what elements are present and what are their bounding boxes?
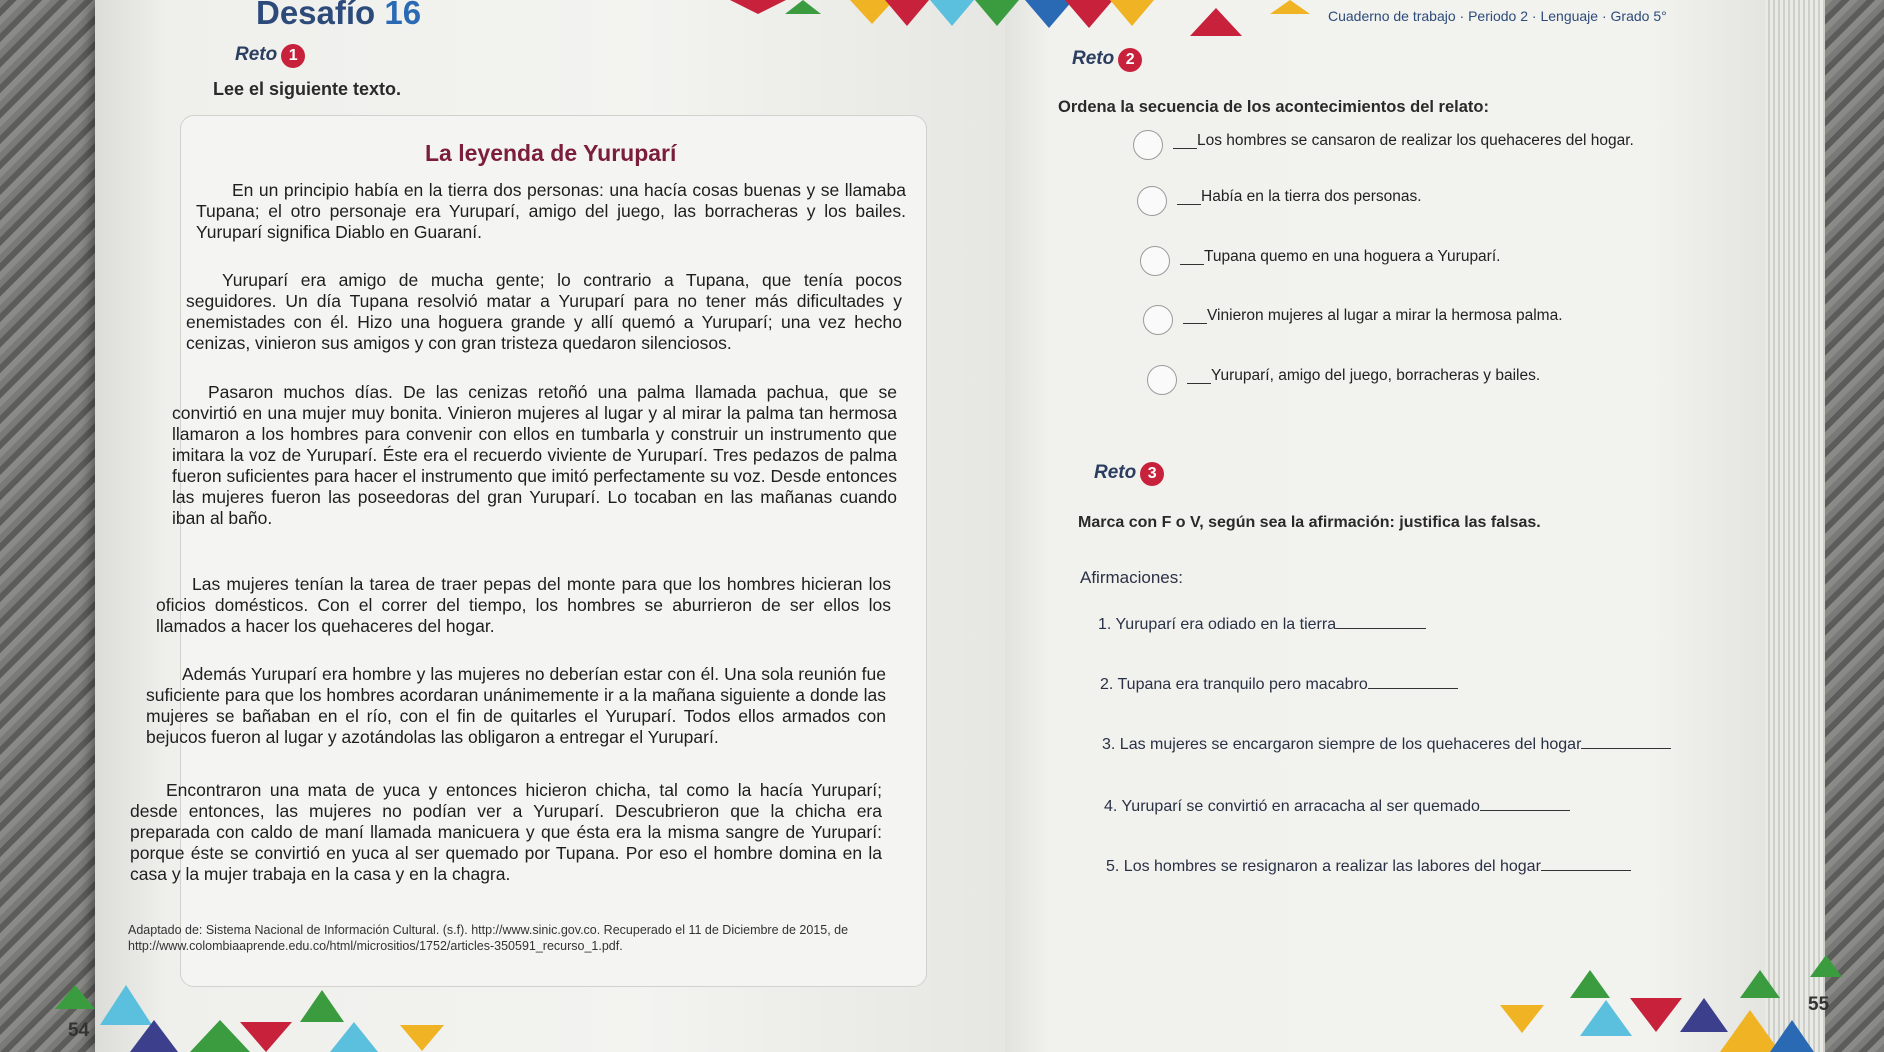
reto-3-instruction: Marca con F o V, según sea la afirmación: justifica las falsas. — [1078, 514, 1541, 531]
sequence-text: Vinieron mujeres al lugar a mirar la hermosa palma. — [1207, 307, 1563, 324]
reto-3-label: Reto — [1094, 462, 1137, 483]
decor-triangle — [1500, 1005, 1544, 1033]
sequence-text: Había en la tierra dos personas. — [1201, 188, 1422, 205]
afirmacion-text: 2. Tupana era tranquilo pero macabro — [1100, 676, 1368, 693]
decor-triangle — [240, 1022, 292, 1052]
answer-blank[interactable] — [1368, 688, 1458, 689]
reto-1-instruction: Lee el siguiente texto. — [213, 79, 402, 99]
title-number: 16 — [384, 0, 422, 31]
page-number-left: 54 — [68, 1020, 90, 1041]
decor-triangle — [730, 0, 786, 14]
sequence-text: Yuruparí, amigo del juego, borracheras y bailes. — [1211, 367, 1541, 384]
order-circle[interactable] — [1137, 186, 1167, 216]
decor-triangle — [1810, 955, 1842, 977]
decor-triangle — [1270, 0, 1310, 14]
story-paragraph: Además Yuruparí era hombre y las mujeres no deberían estar con él. Una sola reunión fue suficiente para que los hombres acordaran unánimemente ir a la mañana siguiente a donde las mujeres se bañaban en el río, con el fin de quitarles el Yuruparí. Todos ellos armados con bejucos fueron al lugar y azotándolas las obligaron a entregar el Yuruparí. — [146, 664, 886, 747]
afirmacion-text: 1. Yuruparí era odiado en la tierra — [1098, 616, 1337, 633]
order-blank[interactable] — [1187, 383, 1211, 384]
reto-1-number-badge: 1 — [281, 44, 305, 68]
decor-triangle — [330, 1022, 378, 1052]
story-paragraph: Pasaron muchos días. De las cenizas retoñó una palma llamada pachua, que se convirtió en una mujer muy bonita. Vinieron mujeres al lugar y al mirar la palma tan hermosa llamaron a los hombres para convenir con ellos en tumbarla y construir un instrumento que imitara la voz de Yuruparí. Éste era el recuerdo viviente de Yuruparí. Tres pedazos de palma fueron suficientes para hacer el instrumento que imitó perfectamente su voz. Desde entonces las mujeres fueron las poseedoras del gran Yuruparí. Lo tocaban en las mañanas cuando iban al baño. — [172, 382, 897, 528]
answer-blank[interactable] — [1541, 870, 1631, 871]
decor-triangle — [55, 985, 95, 1009]
order-blank[interactable] — [1183, 323, 1207, 324]
reto-2-heading — [1072, 48, 1142, 72]
decor-triangle — [130, 1020, 178, 1052]
reto-3-number-badge: 3 — [1140, 462, 1164, 486]
decor-triangle — [400, 1025, 444, 1051]
order-circle[interactable] — [1133, 130, 1163, 160]
decor-triangle — [100, 985, 152, 1025]
decor-triangle — [1110, 0, 1154, 26]
decor-triangle — [300, 990, 344, 1022]
story-paragraph: En un principio había en la tierra dos personas: una hacía cosas buenas y se llamaba Tupana; el otro personaje era Yuruparí, amigo del juego, las borracheras y los bailes. Yuruparí significa Diablo en Guaraní. — [196, 180, 906, 242]
reto-2-label: Reto — [1072, 48, 1115, 69]
afirmacion-item — [1106, 858, 1631, 876]
decor-triangle — [930, 0, 974, 26]
afirmacion-item — [1104, 798, 1570, 816]
page-edges — [1765, 0, 1825, 1052]
reto-3-heading — [1094, 462, 1164, 486]
page-title — [256, 0, 421, 32]
decor-triangle — [1630, 998, 1682, 1032]
running-header: Cuaderno de trabajo · Periodo 2 · Lenguaje · Grado 5° — [1328, 8, 1667, 24]
answer-blank[interactable] — [1480, 810, 1570, 811]
answer-blank[interactable] — [1336, 628, 1426, 629]
afirmacion-text: 4. Yuruparí se convirtió en arracacha al ser quemado — [1104, 798, 1480, 815]
afirmacion-item — [1098, 616, 1426, 634]
reto-1-label: Reto — [235, 44, 278, 65]
title-word: Desafío — [256, 0, 376, 31]
reto-2-number-badge: 2 — [1118, 48, 1142, 72]
decor-triangle — [1570, 970, 1610, 998]
afirmacion-text: 5. Los hombres se resignaron a realizar las labores del hogar — [1106, 858, 1541, 875]
decor-triangle — [1580, 1000, 1632, 1036]
decor-triangle — [975, 0, 1019, 26]
reto-2-instruction: Ordena la secuencia de los acontecimientos del relato: — [1058, 98, 1489, 116]
afirmaciones-label: Afirmaciones: — [1080, 568, 1183, 587]
decor-triangle — [1190, 8, 1242, 36]
sequence-text: Tupana quemo en una hoguera a Yuruparí. — [1204, 248, 1501, 265]
afirmacion-text: 3. Las mujeres se encargaron siempre de los quehaceres del hogar — [1102, 736, 1582, 753]
afirmacion-item — [1102, 736, 1671, 754]
decor-triangle — [1065, 0, 1113, 28]
decor-triangle — [885, 0, 929, 26]
answer-blank[interactable] — [1581, 748, 1671, 749]
story-paragraph: Las mujeres tenían la tarea de traer pepas del monte para que los hombres hicieran los oficios domésticos. Con el correr del tiempo, los hombres se aburrieron de ser ellos los llamados a hacer los quehaceres del hogar. — [156, 574, 891, 636]
story-paragraph: Yuruparí era amigo de mucha gente; lo contrario a Tupana, que tenía pocos seguidores. Un día Tupana resolvió matar a Yuruparí para no tener más dificultades y enemistades con él. Hizo una hoguera grande y allí quemó a Yuruparí; una vez hecho cenizas, vinieron sus amigos y con gran tristeza quedaron silenciosos. — [186, 270, 902, 353]
source-credit: Adaptado de: Sistema Nacional de Información Cultural. (s.f). http://www.sinic.gov.co. Recuperado el 11 de Diciembre de 2015, de http://www.colombiaaprende.edu.co/html/micrositios/1752/articles-350591_recurso_1.pdf. — [128, 923, 849, 953]
order-circle[interactable] — [1147, 365, 1177, 395]
order-circle[interactable] — [1143, 305, 1173, 335]
sequence-text: Los hombres se cansaron de realizar los quehaceres del hogar. — [1197, 132, 1634, 149]
afirmacion-item — [1100, 676, 1458, 694]
reto-1-heading — [235, 44, 305, 68]
story-paragraph: Encontraron una mata de yuca y entonces hicieron chicha, tal como la hacía Yuruparí; desde entonces, las mujeres no podían ver a Yuruparí. Descubrieron que la chicha era preparada con caldo de maní llamada manicuera y que ésta era la misma sangre de Yuruparí: porque éste se convirtió en yuca al ser quemado por Tupana. Por eso el hombre domina en la casa y la mujer trabaja en la casa y en la chagra. — [130, 780, 882, 884]
order-blank[interactable] — [1173, 148, 1197, 149]
order-blank[interactable] — [1177, 204, 1201, 205]
decor-triangle — [785, 0, 821, 14]
order-blank[interactable] — [1180, 264, 1204, 265]
story-title: La leyenda de Yuruparí — [425, 140, 677, 166]
order-circle[interactable] — [1140, 246, 1170, 276]
decor-triangle — [1740, 970, 1780, 998]
decor-triangle — [1770, 1020, 1814, 1052]
page-number-right: 55 — [1808, 994, 1830, 1015]
